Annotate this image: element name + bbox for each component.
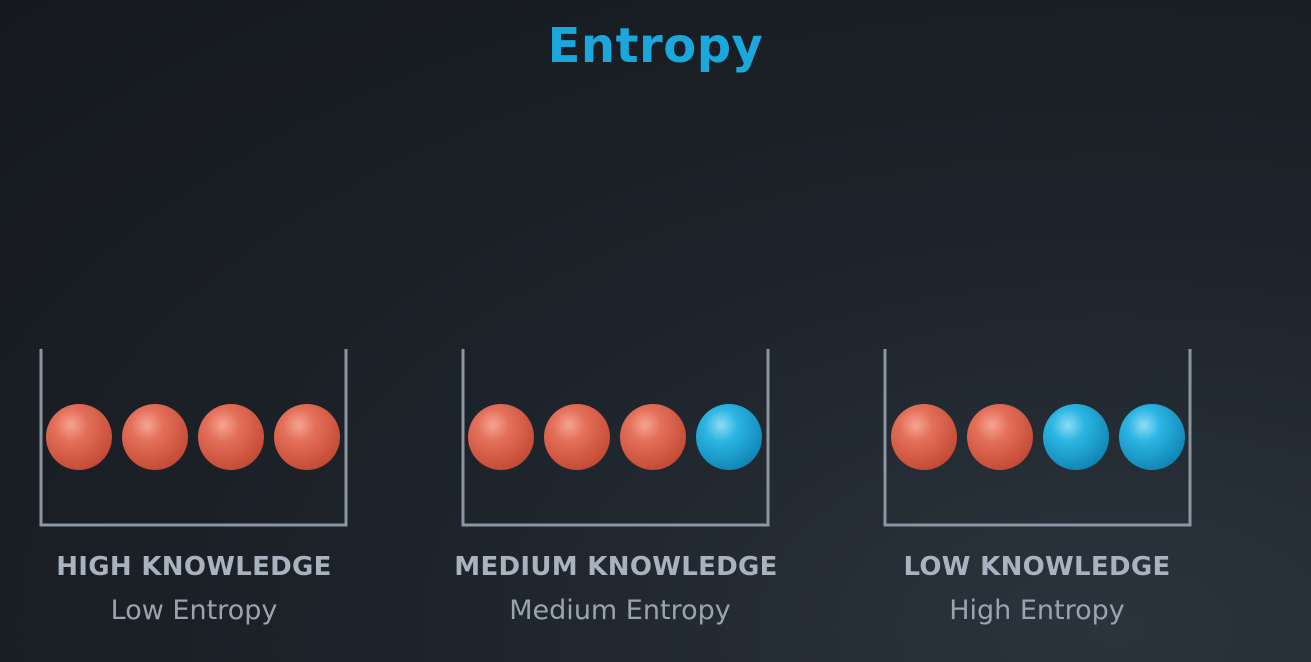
blue-ball: [696, 404, 762, 470]
red-ball: [274, 404, 340, 470]
blue-ball: [1119, 404, 1185, 470]
red-ball: [198, 404, 264, 470]
page-title: Entropy: [547, 18, 764, 74]
knowledge-label-high: HIGH KNOWLEDGE: [56, 552, 332, 582]
red-ball: [468, 404, 534, 470]
red-ball: [967, 404, 1033, 470]
knowledge-label-low: LOW KNOWLEDGE: [903, 552, 1171, 582]
entropy-label-high: High Entropy: [949, 595, 1125, 626]
red-ball: [620, 404, 686, 470]
red-ball: [46, 404, 112, 470]
red-ball: [891, 404, 957, 470]
container-medium-knowledge: [463, 349, 768, 525]
knowledge-label-medium: MEDIUM KNOWLEDGE: [454, 552, 778, 582]
red-ball: [544, 404, 610, 470]
red-ball: [122, 404, 188, 470]
blue-ball: [1043, 404, 1109, 470]
container-high-knowledge: [41, 349, 346, 525]
entropy-label-medium: Medium Entropy: [509, 595, 731, 626]
entropy-label-low: Low Entropy: [110, 595, 278, 626]
container-low-knowledge: [885, 349, 1190, 525]
